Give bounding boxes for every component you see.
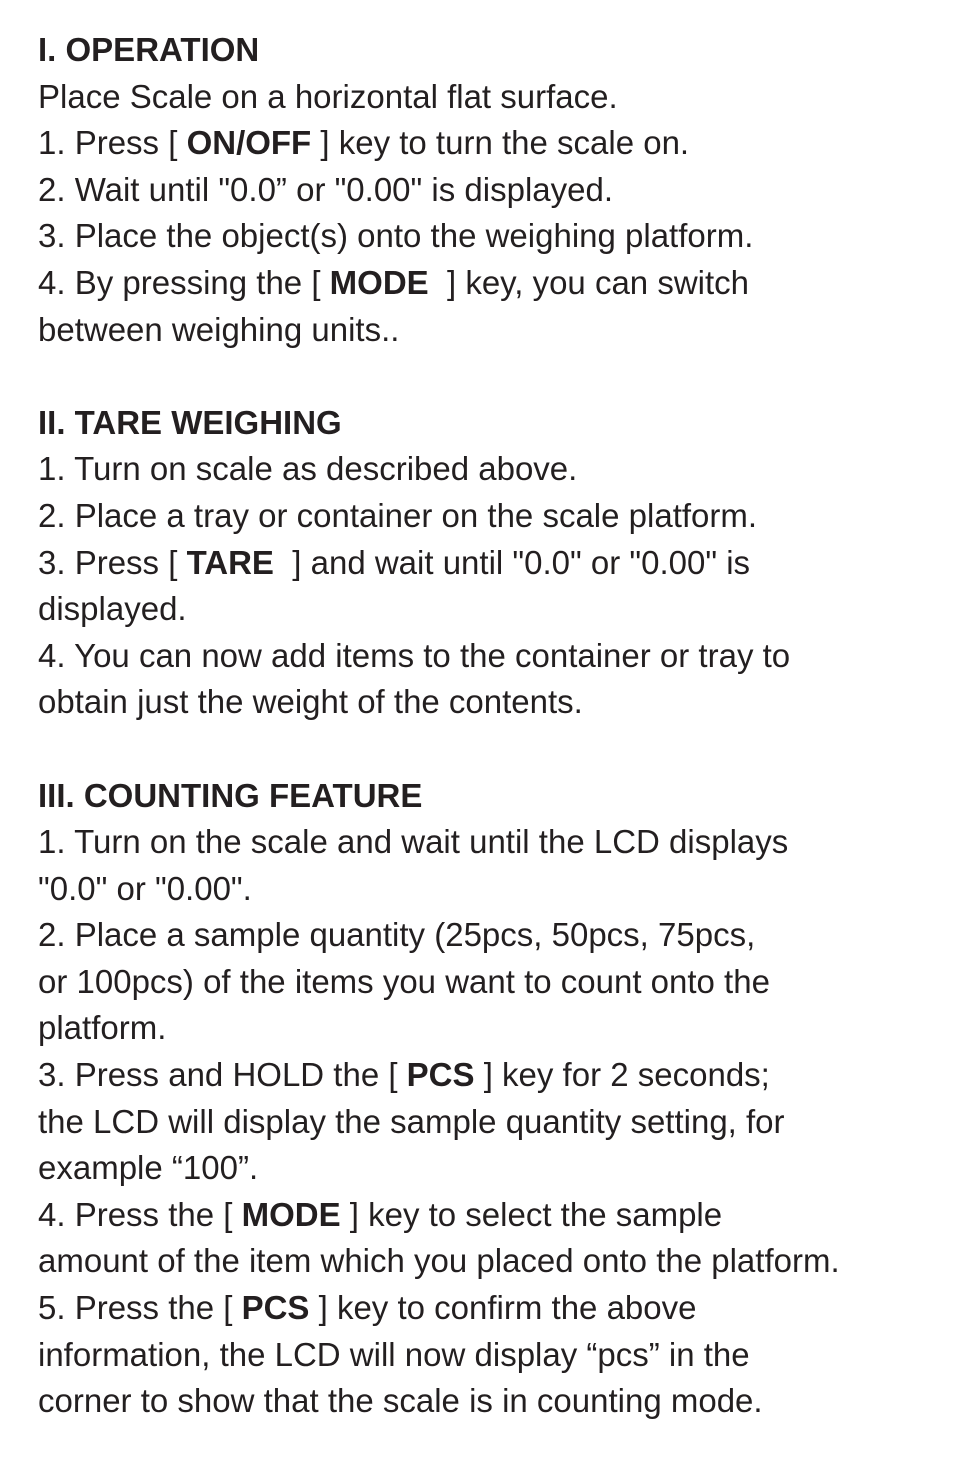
instruction-line: the LCD will display the sample quantity setting, for: [38, 1102, 785, 1140]
instruction-line: 5. Press the [ PCS ] key to confirm the above: [38, 1289, 697, 1327]
instruction-line: 3. Press [ TARE ] and wait until "0.0" or "0.00" is: [38, 543, 751, 581]
spacer: [38, 353, 938, 400]
key-label-pcs: PCS: [406, 1056, 475, 1094]
instruction-line: between weighing units..: [38, 310, 400, 348]
instruction-line: displayed.: [38, 590, 187, 628]
instruction-line: corner to show that the scale is in counting mode.: [38, 1382, 763, 1420]
key-label-mode: MODE: [329, 263, 429, 301]
section-heading: III. COUNTING FEATURE: [38, 776, 423, 814]
section-tare-weighing: [38, 400, 938, 726]
key-label-pcs: PCS: [241, 1289, 310, 1327]
instruction-line: 4. Press the [ MODE ] key to select the sample: [38, 1195, 723, 1233]
key-label-on-off: ON/OFF: [186, 124, 312, 162]
instruction-line: Place Scale on a horizontal flat surface.: [38, 77, 618, 115]
section-heading: I. OPERATION: [38, 31, 260, 68]
section-operation: [38, 27, 938, 353]
section-counting-feature: [38, 773, 938, 1425]
instruction-line: 1. Turn on the scale and wait until the LCD displays: [38, 823, 789, 861]
key-label-mode: MODE: [241, 1195, 341, 1233]
instruction-line: 2. Wait until "0.0” or "0.00" is displayed.: [38, 170, 614, 208]
instruction-line: platform.: [38, 1009, 167, 1047]
spacer: [38, 726, 938, 773]
instruction-document: [38, 27, 938, 1425]
instruction-line: 1. Turn on scale as described above.: [38, 450, 578, 488]
instruction-line: 1. Press [ ON/OFF ] key to turn the scale on.: [38, 124, 690, 162]
instruction-line: 4. By pressing the [ MODE ] key, you can switch: [38, 263, 750, 301]
instruction-line: 4. You can now add items to the container or tray to: [38, 636, 791, 674]
instruction-line: 3. Place the object(s) onto the weighing platform.: [38, 217, 754, 255]
instruction-line: obtain just the weight of the contents.: [38, 683, 583, 721]
instruction-line: example “100”.: [38, 1149, 259, 1187]
instruction-line: 2. Place a sample quantity (25pcs, 50pcs, 75pcs,: [38, 916, 756, 954]
key-label-tare: TARE: [186, 543, 274, 581]
instruction-line: 3. Press and HOLD the [ PCS ] key for 2 seconds;: [38, 1056, 770, 1094]
section-heading: II. TARE WEIGHING: [38, 403, 342, 441]
instruction-line: information, the LCD will now display “pcs” in the: [38, 1335, 750, 1373]
instruction-line: amount of the item which you placed onto the platform.: [38, 1242, 840, 1280]
instruction-line: or 100pcs) of the items you want to count onto the: [38, 962, 770, 1000]
instruction-line: 2. Place a tray or container on the scale platform.: [38, 496, 758, 534]
instruction-line: "0.0" or "0.00".: [38, 869, 252, 907]
